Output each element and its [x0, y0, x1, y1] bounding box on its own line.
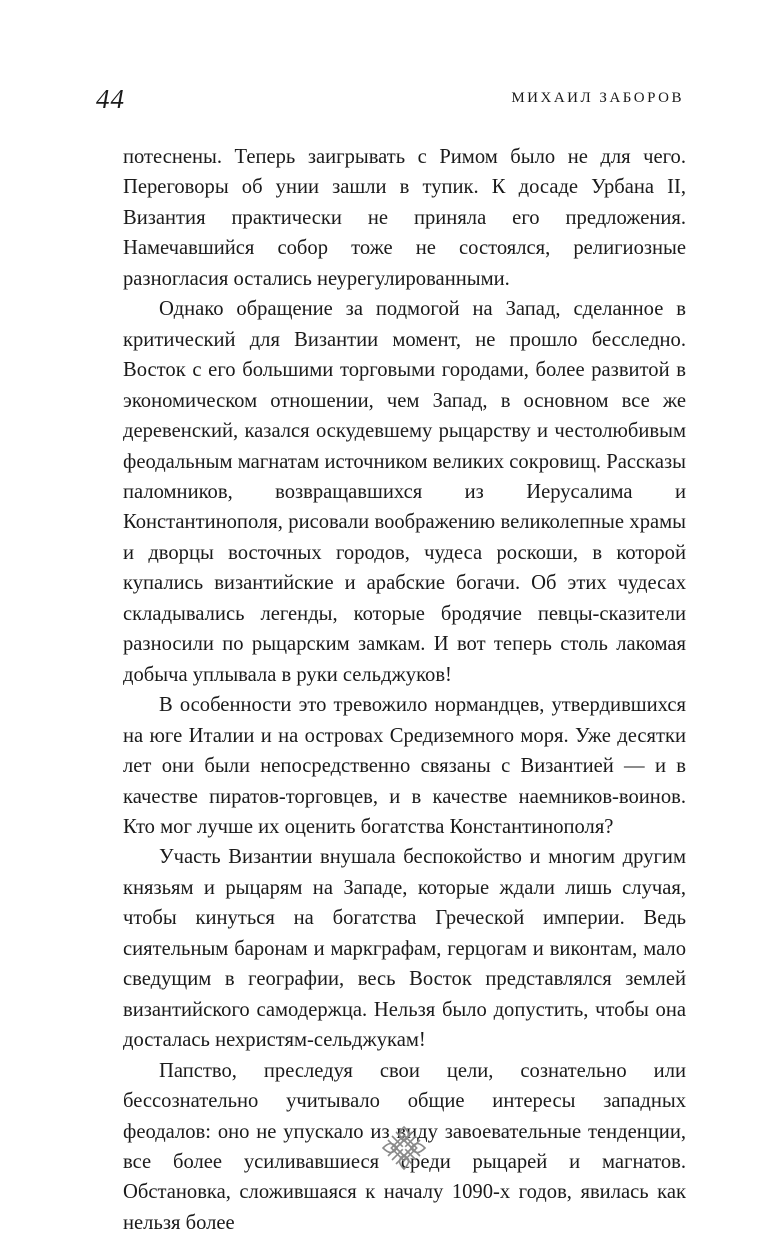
paragraph-2: Однако обращение за подмогой на Запад, сделанное в критический для Византии момент, не прошло бесследно. Восток с его большими торговыми городами, более развитой в экономическом отношении, чем Запад, в основном все же деревенский, казался оскудевшему рыцарству и честолюбивым феодальным магнатам источником великих сокровищ. Рассказы паломников, возвращавшихся из Иерусалима и Константинополя, рисовали воображению великолепные храмы и дворцы восточных городов, чудеса роскоши, в которой купались византийские и арабские богачи. Об этих чудесах складывались легенды, которые бродячие певцы-сказители разносили по рыцарским замкам. И вот теперь столь лакомая добыча уплывала в руки сельджуков!	[123, 298, 686, 686]
paragraph-5: Папство, преследуя свои цели, сознательно или бессознательно учитывало общие интересы западных феодалов: оно не упускало из виду завоевательные тенденции, все более усиливавшиеся среди рыцарей и магнатов. Обстановка, сложившаяся к началу 1090-х годов, явилась как нельзя более	[123, 1059, 686, 1234]
page-number: 44	[96, 84, 125, 114]
paragraph-1: потеснены. Теперь заигрывать с Римом было не для чего. Переговоры об унии зашли в тупик. К досаде Урбана II, Византия практически не приняла его предложения. Намечавшийся собор тоже не состоялся, религиозные разногласия остались неурегулированными.	[123, 146, 686, 290]
paragraph-4: Участь Византии внушала беспокойство и многим другим князьям и рыцарям на Западе, которые ждали лишь случая, чтобы кинуться на богатства Греческой империи. Ведь сиятельным баронам и маркграфам, герцогам и виконтам, мало сведущим в географии, весь Восток представлялся землей византийского самодержца. Нельзя было допустить, чтобы она досталась нехристям-сельджукам!	[123, 846, 686, 1052]
paragraph-3: В особенности это тревожило нормандцев, утвердившихся на юге Италии и на островах Средиземного моря. Уже десятки лет они были непосредственно связаны с Византией — и в качестве пиратов-торговцев, и в качестве наемников-воинов. Кто мог лучше их оценить богатства Константинополя?	[123, 694, 686, 838]
celtic-knot-ornament-icon	[380, 1124, 428, 1172]
body-text	[123, 142, 686, 1238]
running-head: МИХАИЛ ЗАБОРОВ	[511, 90, 684, 106]
